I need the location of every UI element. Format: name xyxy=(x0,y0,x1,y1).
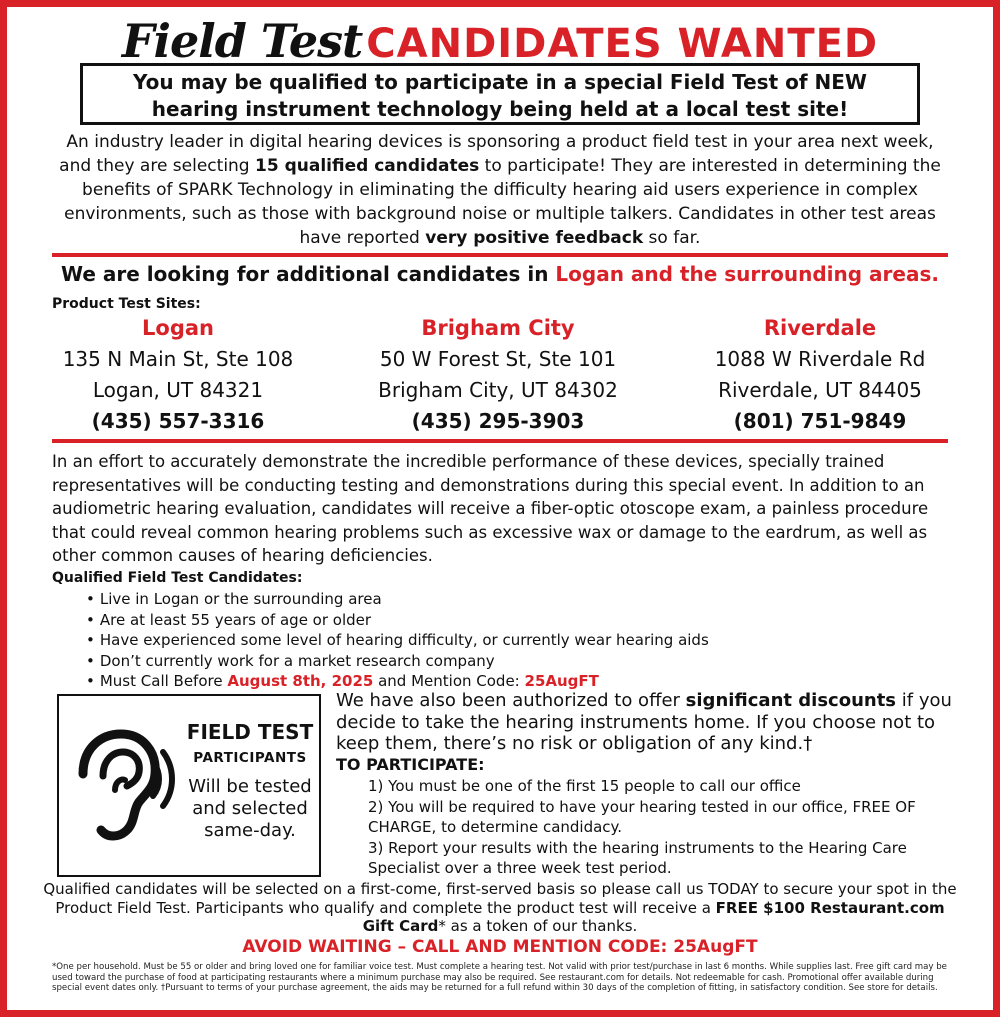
site-riverdale xyxy=(670,312,970,437)
site-phone[interactable]: (435) 295-3903 xyxy=(411,409,585,433)
fine-print: *One per household. Must be 55 or older and bring loved one for familiar voice test. Must complete a hearing test. Not valid with prior test/purchase in last 6 months. While supplies last. Free gift card may be used toward the purchase of food at participating restaurants where a minimum purchase may also be required. See restaurant.com for details. Not redeemable for cash. Promotional offer available during special event dates only. †Pursuant to terms of your purchase agreement, the aids may be returned for a full refund within 30 days of the completion of fitting, in satisfactory condition. See store for details. xyxy=(52,962,947,993)
candidates-list xyxy=(86,589,786,692)
site-city: Brigham City, UT 84302 xyxy=(378,378,618,402)
discount-text-1: We have also been authorized to offer xyxy=(336,690,686,711)
site-street: 135 N Main St, Ste 108 xyxy=(62,347,294,371)
effort-paragraph: In an effort to accurately demonstrate the incredible performance of these devices, specially trained representatives will be conducting testing and demonstrations during this special event. In addition to an audiometric hearing evaluation, candidates will receive a fiber-optic otoscope exam, a painless procedure that could reveal common hearing problems such as excessive wax or damage to the eardrum, as well as other common causes of hearing deficiencies. xyxy=(52,452,929,565)
site-logan xyxy=(28,312,328,437)
call-before-text: Must Call Before xyxy=(99,672,228,690)
discount-bold: significant discounts xyxy=(685,690,897,711)
looking-heading xyxy=(0,262,1000,286)
divider-top xyxy=(52,253,948,257)
participants-title: FIELD TEST xyxy=(186,720,314,744)
closing-text-1: Qualified candidates will be selected on a first-come, first-served basis so please call us TODAY to secure your spot in the Product Field Test. Participants who qualify and complete the product test will receive a xyxy=(43,880,957,917)
step-item: 1) You must be one of the first 15 people to call our office xyxy=(368,777,801,795)
step-item: 2) You will be required to have your hearing tested in our office, FREE OF CHARGE, to determine candidacy. xyxy=(368,797,916,836)
site-phone[interactable]: (801) 751-9849 xyxy=(733,409,907,433)
qualify-text-2: hearing instrument technology being held at a local test site! xyxy=(151,97,849,121)
intro-text-1: An industry leader in digital hearing devices is sponsoring a product field test in your area next week, and they are selecting xyxy=(59,132,934,176)
site-brigham-city xyxy=(348,312,648,437)
field-test-script-title: Field Test xyxy=(121,14,363,68)
intro-bold-2: very positive feedback xyxy=(425,228,644,248)
mention-code-text: and Mention Code: xyxy=(373,672,525,690)
site-phone[interactable]: (435) 557-3316 xyxy=(91,409,265,433)
participate-steps xyxy=(368,776,958,879)
candidates-heading: Qualified Field Test Candidates: xyxy=(52,570,303,586)
participants-subtitle: PARTICIPANTS xyxy=(193,750,307,766)
list-item: • Are at least 55 years of age or older xyxy=(86,610,786,631)
ear-sound-icon xyxy=(69,728,177,844)
site-name: Logan xyxy=(142,316,214,340)
call-before-date: August 8th, 2025 xyxy=(227,672,374,690)
site-name: Riverdale xyxy=(763,316,877,340)
candidates-wanted-title: CANDIDATES WANTED xyxy=(366,21,879,67)
headline xyxy=(0,14,1000,68)
qualify-text-1: You may be qualified to participate in a special Field Test of xyxy=(133,70,815,94)
sites-label: Product Test Sites: xyxy=(52,296,201,312)
list-item: • Have experienced some level of hearing difficulty, or currently wear hearing aids xyxy=(86,630,786,651)
intro-text-2: to participate! They are interested in determining the benefits of SPARK Technology in eliminating the difficulty hearing aid users experience in complex environments, such as those with background noise or multiple talkers. Candidates in other test areas have reported xyxy=(64,156,941,248)
step-item: 3) Report your results with the hearing instruments to the Hearing Care Specialist over a three week test period. xyxy=(368,838,907,877)
discount-paragraph xyxy=(336,690,956,755)
looking-text: We are looking for additional candidates in xyxy=(61,262,556,286)
intro-paragraph xyxy=(50,130,950,250)
avoid-waiting-callout: AVOID WAITING – CALL AND MENTION CODE: 25AugFT xyxy=(242,937,758,957)
looking-area: Logan and the surrounding areas. xyxy=(555,262,939,286)
discount-text-2: if you decide to take the hearing instruments home. If you choose not to keep them, there’s no risk or obligation of any kind.† xyxy=(336,690,952,754)
list-item: • Don’t currently work for a market research company xyxy=(86,651,786,672)
intro-text-3: so far. xyxy=(643,228,701,248)
divider-bottom xyxy=(52,439,948,443)
closing-paragraph xyxy=(40,880,960,936)
participants-box xyxy=(57,694,321,877)
to-participate-heading: TO PARTICIPATE: xyxy=(336,755,485,774)
site-name: Brigham City xyxy=(421,316,575,340)
list-item: • Live in Logan or the surrounding area xyxy=(86,589,786,610)
mention-code: 25AugFT xyxy=(524,672,599,690)
site-city: Logan, UT 84321 xyxy=(92,378,264,402)
qualify-box xyxy=(80,63,920,125)
participants-body: Will be tested and selected same-day. xyxy=(188,776,312,841)
intro-bold-1: 15 qualified candidates xyxy=(255,156,480,176)
qualify-text-new: NEW xyxy=(814,70,867,94)
gift-card-text: FREE $100 Restaurant.com Gift Card xyxy=(362,898,945,935)
site-city: Riverdale, UT 84405 xyxy=(718,378,922,402)
site-street: 50 W Forest St, Ste 101 xyxy=(379,347,617,371)
closing-text-2: * as a token of our thanks. xyxy=(438,917,638,935)
list-item xyxy=(86,671,786,692)
site-street: 1088 W Riverdale Rd xyxy=(714,347,926,371)
